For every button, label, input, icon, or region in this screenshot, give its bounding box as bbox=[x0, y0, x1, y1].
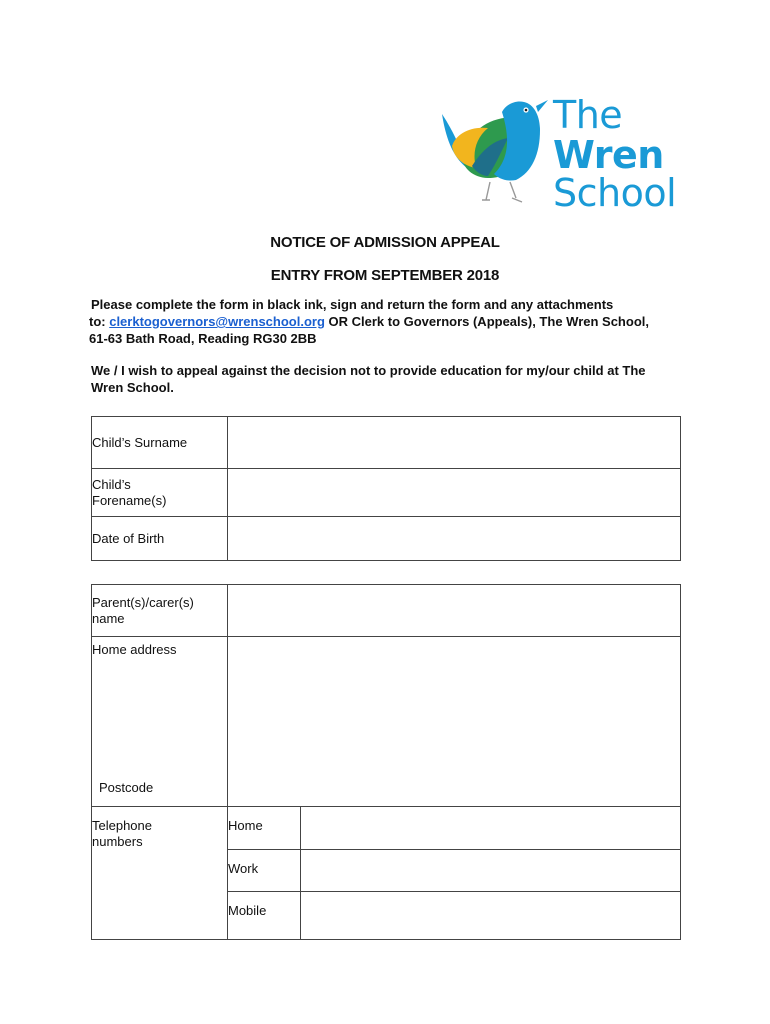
clerk-email-link[interactable]: clerktogovernors@wrenschool.org bbox=[109, 314, 325, 329]
child-forename-label bbox=[92, 469, 228, 517]
home-phone-field[interactable] bbox=[301, 807, 681, 850]
child-forename-field[interactable] bbox=[228, 469, 681, 517]
child-details-table bbox=[91, 416, 681, 561]
child-forename-label-line-2: Forename(s) bbox=[92, 492, 167, 508]
postcode-label: Postcode bbox=[99, 780, 154, 795]
parent-name-label-line-2: name bbox=[92, 610, 125, 626]
page-title: NOTICE OF ADMISSION APPEAL bbox=[270, 234, 500, 251]
mobile-phone-label: Mobile bbox=[228, 903, 267, 918]
instructions-line-3: 61-63 Bath Road, Reading RG30 2BB bbox=[89, 331, 317, 346]
parent-name-label bbox=[92, 585, 228, 637]
logo-text-the: The bbox=[553, 93, 623, 137]
mobile-phone-field[interactable] bbox=[301, 892, 681, 940]
work-phone-field[interactable] bbox=[301, 850, 681, 892]
appeal-statement-line-1: We / I wish to appeal against the decision not to provide education for my/our child at The bbox=[91, 363, 646, 378]
work-phone-label: Work bbox=[228, 861, 259, 876]
date-of-birth-field[interactable] bbox=[228, 517, 681, 561]
work-phone-label-cell bbox=[228, 850, 301, 892]
logo-text-school: School bbox=[553, 171, 677, 215]
telephone-label-line-1: Telephone bbox=[92, 818, 152, 833]
home-address-field[interactable] bbox=[228, 637, 681, 807]
instructions-line-2-rest: OR Clerk to Governors (Appeals), The Wren School, bbox=[324, 314, 649, 329]
parent-name-field[interactable] bbox=[228, 585, 681, 637]
home-address-label-cell bbox=[92, 637, 228, 807]
home-phone-label: Home bbox=[228, 818, 263, 833]
mobile-phone-label-cell bbox=[228, 892, 301, 940]
telephone-label-line-2: numbers bbox=[92, 834, 143, 849]
home-phone-label-cell bbox=[228, 807, 301, 850]
instructions-line-1: Please complete the form in black ink, sign and return the form and any attachments bbox=[91, 297, 614, 312]
telephone-label-cell bbox=[92, 807, 228, 940]
appeal-statement-line-2: Wren School. bbox=[91, 380, 174, 395]
instructions-line-2 bbox=[89, 313, 649, 330]
date-of-birth-label-text: Date of Birth bbox=[92, 530, 165, 546]
wren-bird-icon bbox=[442, 100, 548, 202]
child-surname-label-text: Child’s Surname bbox=[92, 434, 188, 450]
home-address-label: Home address bbox=[92, 642, 177, 657]
child-forename-label-line-1: Child’s bbox=[92, 476, 131, 492]
logo-text-wren: Wren bbox=[553, 133, 664, 177]
parent-name-label-line-1: Parent(s)/carer(s) bbox=[92, 594, 194, 610]
instructions-to-label: to: bbox=[89, 314, 110, 329]
parent-details-table bbox=[91, 584, 681, 940]
date-of-birth-label bbox=[92, 517, 228, 561]
child-surname-label bbox=[92, 417, 228, 469]
page-subtitle: ENTRY FROM SEPTEMBER 2018 bbox=[270, 267, 500, 284]
child-surname-field[interactable] bbox=[228, 417, 681, 469]
